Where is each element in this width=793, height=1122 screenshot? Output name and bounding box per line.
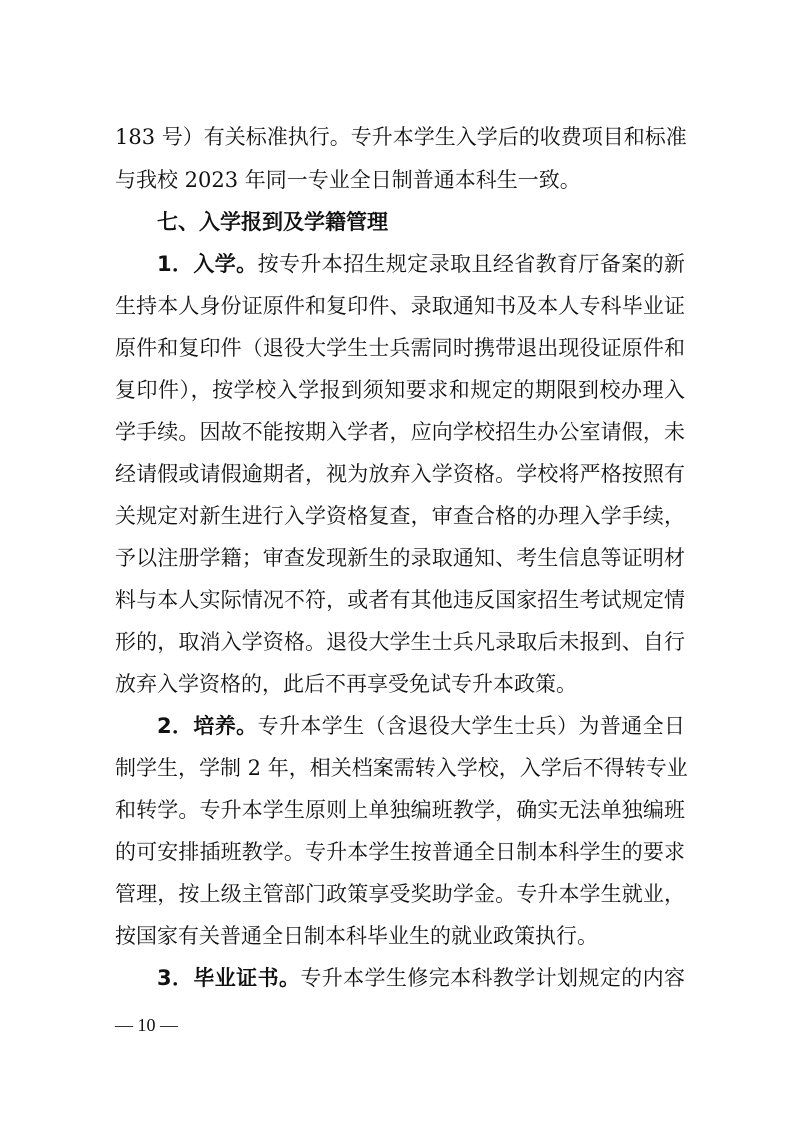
paragraph-line: 予以注册学籍；审查发现新生的录取通知、考生信息等证明材 [115, 546, 685, 570]
paragraph-line: 制学生，学制 2 年，相关档案需转入学校，入学后不得转专业 [115, 756, 688, 780]
paragraph-text: 专升本学生（含退役大学生士兵）为普通全日 [257, 714, 685, 738]
paragraph-line: 管理，按上级主管部门政策享受奖助学金。专升本学生就业， [115, 882, 685, 906]
page-number: — 10 — [115, 1015, 178, 1035]
paragraph-line [157, 244, 685, 284]
subhead-diploma: 3．毕业证书。 [157, 966, 301, 990]
subhead-training: 2．培养。 [157, 714, 258, 738]
paragraph-line [157, 706, 685, 746]
paragraph-line: 和转学。专升本学生原则上单独编班教学，确实无法单独编班 [115, 798, 685, 822]
paragraph-line: 关规定对新生进行入学资格复查，审查合格的办理入学手续， [115, 504, 685, 528]
paragraph-line: 复印件），按学校入学报到须知要求和规定的期限到校办理入 [115, 378, 685, 402]
section-heading: 七、入学报到及学籍管理 [157, 210, 388, 234]
paragraph-line: 料与本人实际情况不符，或者有其他违反国家招生考试规定情 [115, 588, 685, 612]
paragraph-text: 按专升本招生规定录取且经省教育厅备案的新 [257, 252, 685, 276]
paragraph-text: 专升本学生修完本科教学计划规定的内容 [300, 966, 685, 990]
subhead-enrollment: 1．入学。 [157, 252, 258, 276]
paragraph-line: 经请假或请假逾期者，视为放弃入学资格。学校将严格按照有 [115, 462, 685, 486]
paragraph-line [157, 958, 685, 998]
paragraph-line: 的可安排插班教学。专升本学生按普通全日制本科学生的要求 [115, 840, 685, 864]
paragraph-line: 原件和复印件（退役大学生士兵需同时携带退出现役证原件和 [115, 336, 685, 360]
paragraph-line: 生持本人身份证原件和复印件、录取通知书及本人专科毕业证 [115, 294, 685, 318]
paragraph-line: 放弃入学资格的，此后不再享受免试专升本政策。 [115, 672, 577, 696]
paragraph-line: 183 号）有关标准执行。专升本学生入学后的收费项目和标准 [115, 125, 687, 149]
paragraph-line: 按国家有关普通全日制本科毕业生的就业政策执行。 [115, 924, 598, 948]
paragraph-line: 学手续。因故不能按期入学者，应向学校招生办公室请假，未 [115, 420, 685, 444]
paragraph-line: 与我校 2023 年同一专业全日制普通本科生一致。 [115, 168, 581, 192]
paragraph-line: 形的，取消入学资格。退役大学生士兵凡录取后未报到、自行 [115, 630, 685, 654]
